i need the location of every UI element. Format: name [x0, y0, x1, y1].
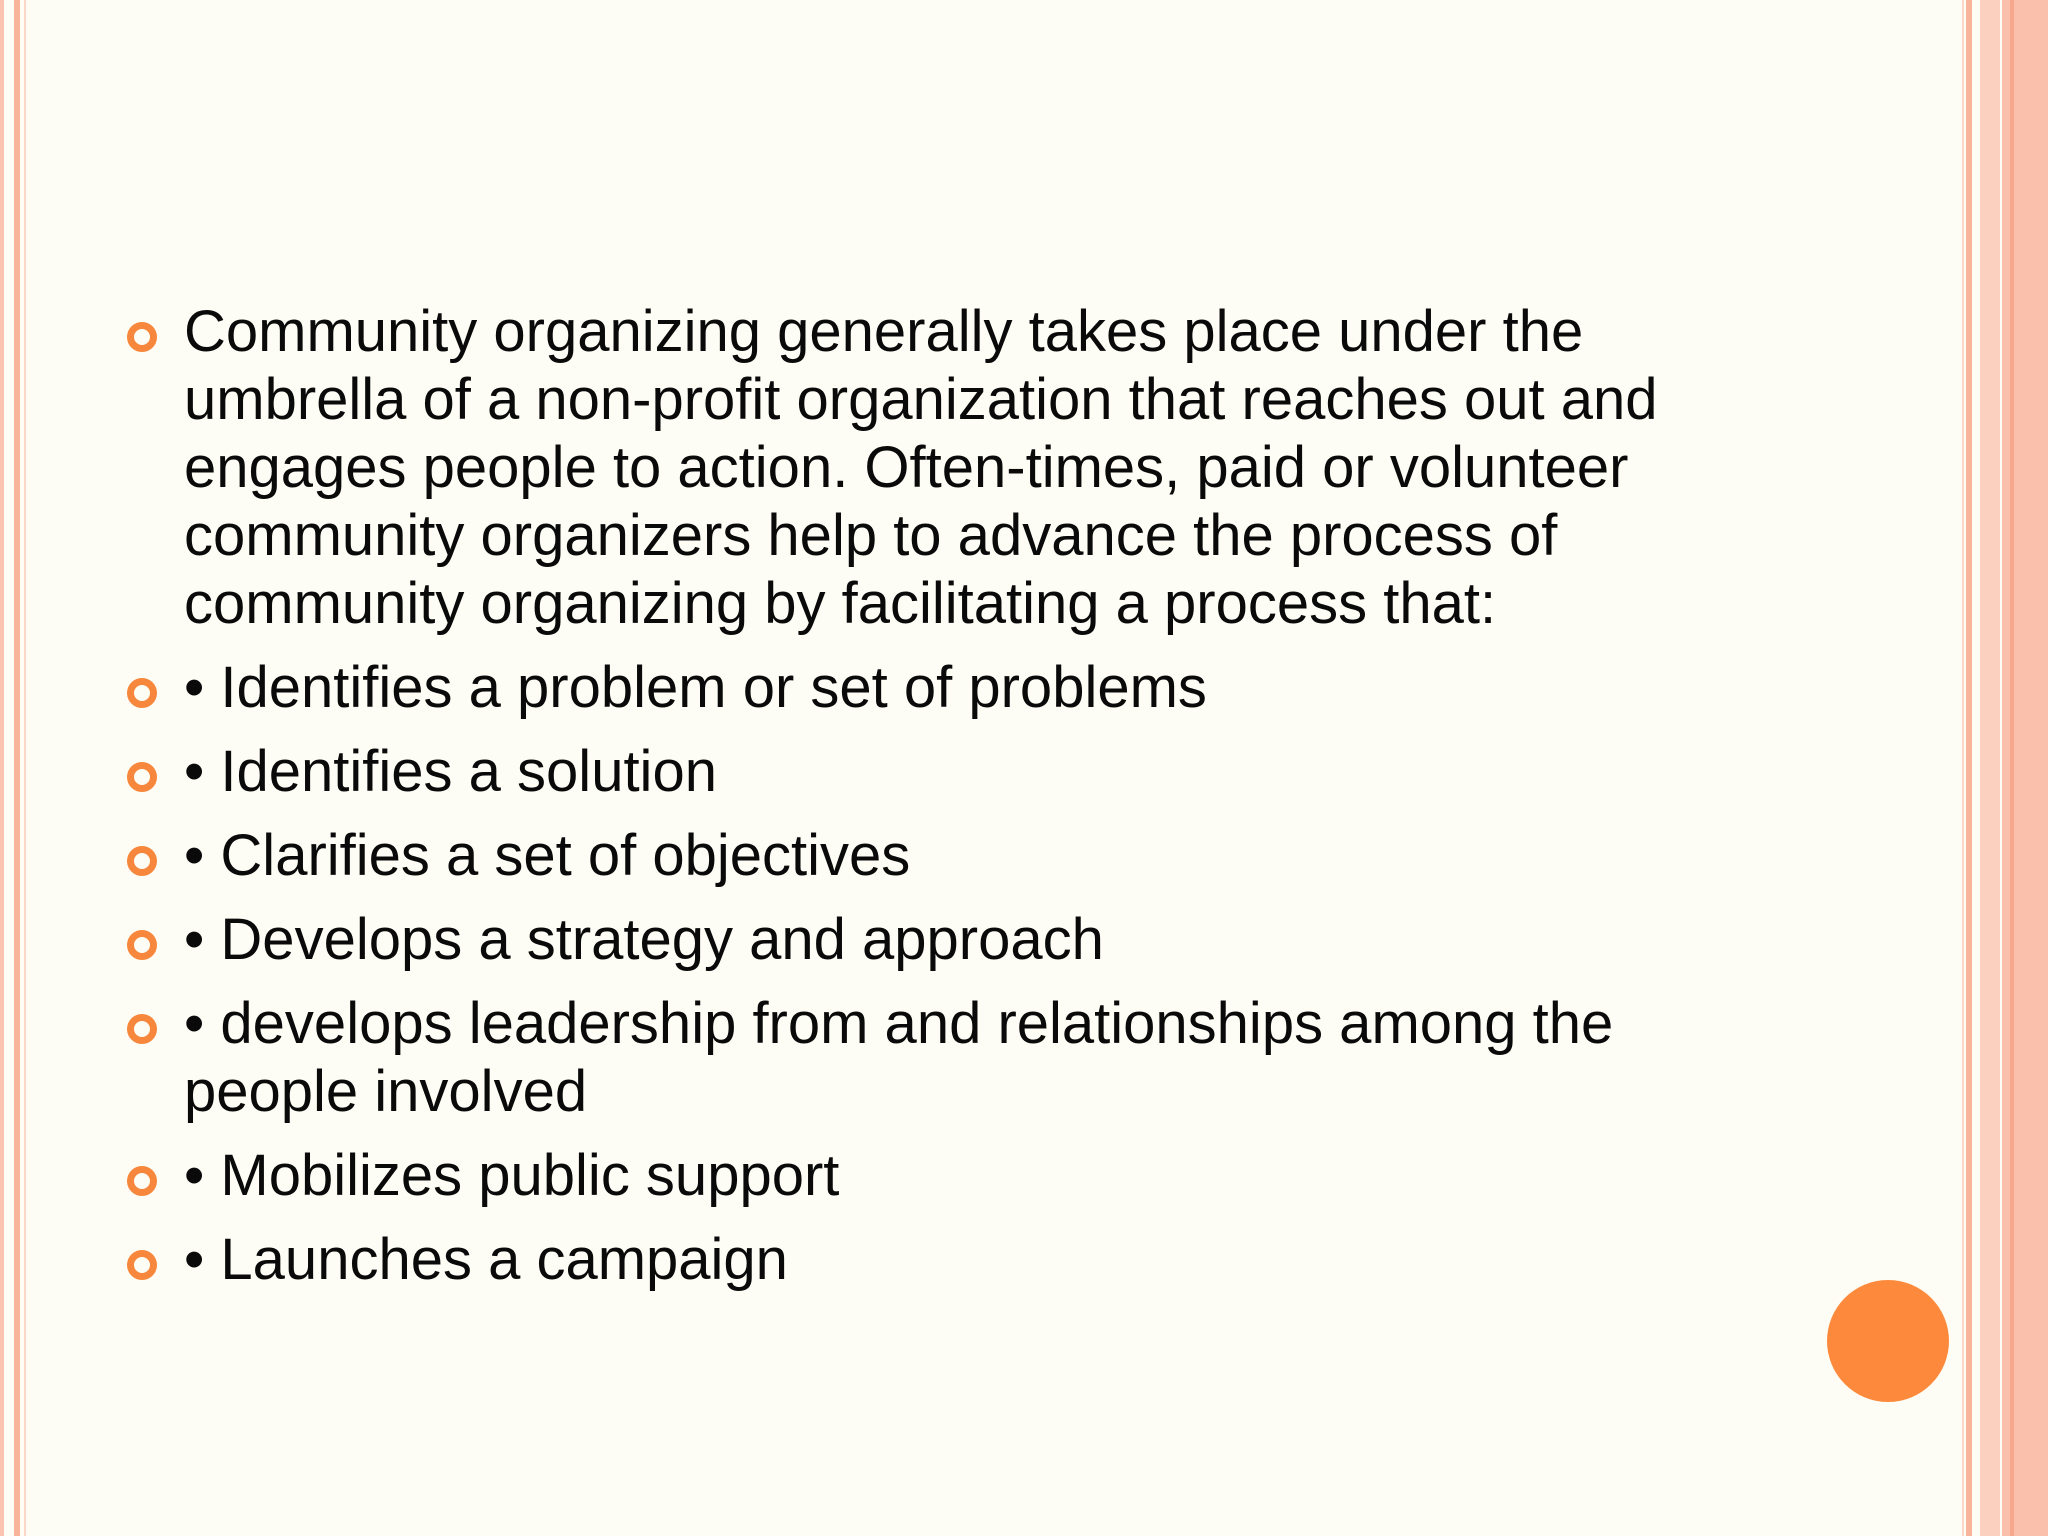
- ring-bullet-icon: [127, 1250, 157, 1280]
- bullet-item: [120, 990, 1760, 1126]
- right-border-band-outer: [2002, 0, 2048, 1536]
- left-border-thin-line: [24, 0, 26, 1536]
- ring-bullet-icon: [127, 762, 157, 792]
- ring-bullet-icon: [127, 1166, 157, 1196]
- bullet-item: [120, 906, 1760, 974]
- ring-bullet-icon: [127, 1014, 157, 1044]
- bullet-item: [120, 738, 1760, 806]
- right-border-thin-line: [1962, 0, 1964, 1536]
- right-border-stripe: [2010, 0, 2014, 1536]
- right-border-band: [1980, 0, 2000, 1536]
- bullet-item: [120, 1226, 1760, 1294]
- bullet-item: [120, 298, 1760, 638]
- bullet-text: • Clarifies a set of objectives: [184, 823, 911, 888]
- bullet-text: • Identifies a solution: [184, 739, 717, 804]
- ring-bullet-icon: [127, 678, 157, 708]
- bullet-text: Community organizing generally takes place under the umbrella of a non-profit organization that reaches out and engages people to action. Often-times, paid or volunteer community organizers help to advance the process of community organizing by facilitating a process that:: [184, 299, 1658, 636]
- ring-bullet-icon: [127, 846, 157, 876]
- right-border-line: [1966, 0, 1972, 1536]
- bullet-text: • Develops a strategy and approach: [184, 907, 1104, 972]
- left-border-line: [14, 0, 20, 1536]
- ring-bullet-icon: [127, 930, 157, 960]
- orange-circle-decoration: [1827, 1280, 1949, 1402]
- bullet-item: [120, 654, 1760, 722]
- left-border-decoration: [0, 0, 4, 1536]
- ring-bullet-icon: [127, 322, 157, 352]
- bullet-text: • Launches a campaign: [184, 1227, 788, 1292]
- bullet-item: [120, 822, 1760, 890]
- bullet-item: [120, 1142, 1760, 1210]
- bullet-text: • Identifies a problem or set of problems: [184, 655, 1207, 720]
- bullet-text: • Mobilizes public support: [184, 1143, 840, 1208]
- bullet-text: • develops leadership from and relationships among the people involved: [184, 991, 1614, 1124]
- bullet-list: [120, 298, 1760, 1310]
